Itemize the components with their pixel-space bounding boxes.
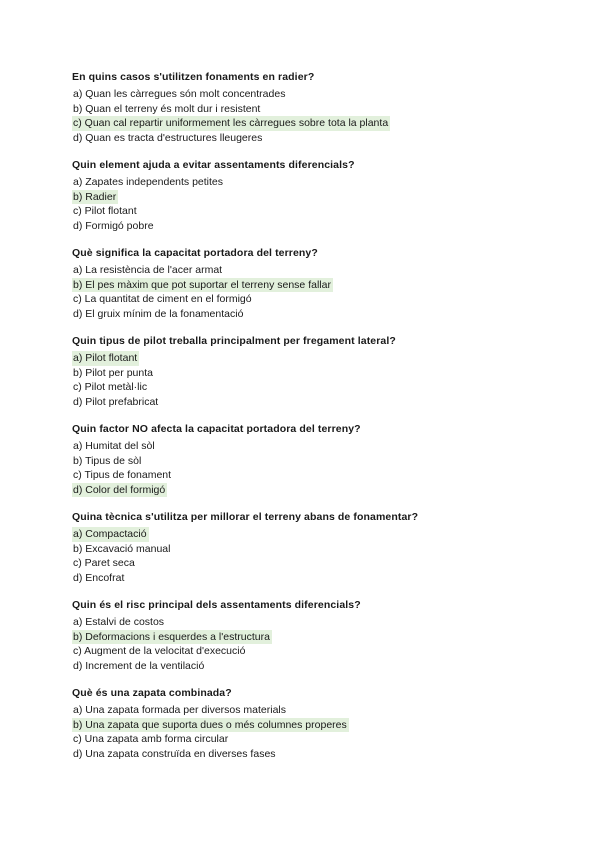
option-text: b) Una zapata que suporta dues o més columnes properes (73, 718, 347, 731)
option-c (72, 468, 600, 483)
option-a (72, 263, 600, 278)
option-text: c) Una zapata amb forma circular (73, 733, 229, 745)
option-text: c) Quan cal repartir uniformement les càrregues sobre tota la planta (73, 117, 389, 129)
question-title: Quin element ajuda a evitar assentaments diferencials? (72, 159, 355, 171)
question-8 (72, 686, 600, 761)
option-c (72, 380, 600, 395)
option-text: d) Increment de la ventilació (73, 659, 205, 672)
option-c (72, 292, 600, 307)
question-title: Què significa la capacitat portadora del terreny? (72, 247, 318, 259)
option-text: c) La quantitat de ciment en el formigó (73, 293, 252, 305)
option-text: c) Paret seca (73, 557, 135, 569)
option-text: d) Pilot prefabricat (73, 395, 159, 408)
option-text: a) Pilot flotant (73, 352, 138, 364)
option-d (72, 747, 600, 762)
question-title: Quina tècnica s'utilitza per millorar el terreny abans de fonamentar? (72, 511, 419, 523)
option-text: a) Humitat del sòl (73, 440, 155, 452)
option-a (72, 703, 600, 718)
option-text: d) Formigó pobre (73, 219, 154, 232)
option-text: d) Quan es tracta d'estructures lleugeres (73, 131, 263, 144)
option-b-correct (72, 718, 600, 733)
option-a-correct (72, 527, 600, 542)
option-text: c) Pilot flotant (73, 205, 137, 217)
option-a (72, 175, 600, 190)
question-title: En quins casos s'utilitzen fonaments en radier? (72, 71, 315, 83)
question-7 (72, 598, 600, 673)
question-title: Quin és el risc principal dels assentaments diferencials? (72, 599, 361, 611)
question-3 (72, 246, 600, 321)
option-text: a) Una zapata formada per diversos materials (73, 704, 287, 716)
option-d (72, 131, 600, 146)
question-title: Quin factor NO afecta la capacitat portadora del terreny? (72, 423, 361, 435)
option-text: a) Estalvi de costos (73, 616, 165, 628)
option-text: d) Una zapata construïda en diverses fases (73, 747, 276, 760)
option-d (72, 571, 600, 586)
option-text: c) Tipus de fonament (73, 469, 172, 481)
question-title: Què és una zapata combinada? (72, 687, 232, 699)
option-text: b) Radier (73, 190, 117, 203)
option-c (72, 732, 600, 747)
option-text: b) El pes màxim que pot suportar el terreny sense fallar (73, 278, 331, 291)
option-text: a) Zapates independents petites (73, 176, 224, 188)
option-text: b) Deformacions i esquerdes a l'estructura (73, 630, 270, 643)
option-text: a) La resistència de l'acer armat (73, 264, 223, 276)
option-c (72, 204, 600, 219)
option-text: c) Augment de la velocitat d'execució (73, 645, 246, 657)
question-6 (72, 510, 600, 585)
option-a (72, 439, 600, 454)
option-text: a) Quan les càrregues són molt concentrades (73, 88, 286, 100)
option-a-correct (72, 351, 600, 366)
option-a (72, 615, 600, 630)
option-text: d) El gruix mínim de la fonamentació (73, 307, 244, 320)
question-4 (72, 334, 600, 409)
option-b (72, 366, 600, 381)
option-text: a) Compactació (73, 528, 147, 540)
option-a (72, 87, 600, 102)
option-b (72, 102, 600, 117)
option-text: c) Pilot metàl·lic (73, 381, 148, 393)
question-1 (72, 70, 600, 145)
option-d (72, 219, 600, 234)
option-b-correct (72, 630, 600, 645)
option-c (72, 644, 600, 659)
question-title: Quin tipus de pilot treballa principalment per fregament lateral? (72, 335, 396, 347)
option-b-correct (72, 278, 600, 293)
option-b (72, 454, 600, 469)
option-d (72, 659, 600, 674)
question-5 (72, 422, 600, 497)
option-text: d) Color del formigó (73, 483, 166, 496)
option-text: b) Tipus de sòl (73, 454, 142, 467)
option-d (72, 307, 600, 322)
option-text: b) Quan el terreny és molt dur i resistent (73, 102, 261, 115)
option-b-correct (72, 190, 600, 205)
option-c (72, 556, 600, 571)
option-text: b) Excavació manual (73, 542, 171, 555)
option-d (72, 395, 600, 410)
option-c-correct (72, 116, 600, 131)
option-d-correct (72, 483, 600, 498)
option-text: b) Pilot per punta (73, 366, 153, 379)
option-b (72, 542, 600, 557)
option-text: d) Encofrat (73, 571, 125, 584)
question-2 (72, 158, 600, 233)
